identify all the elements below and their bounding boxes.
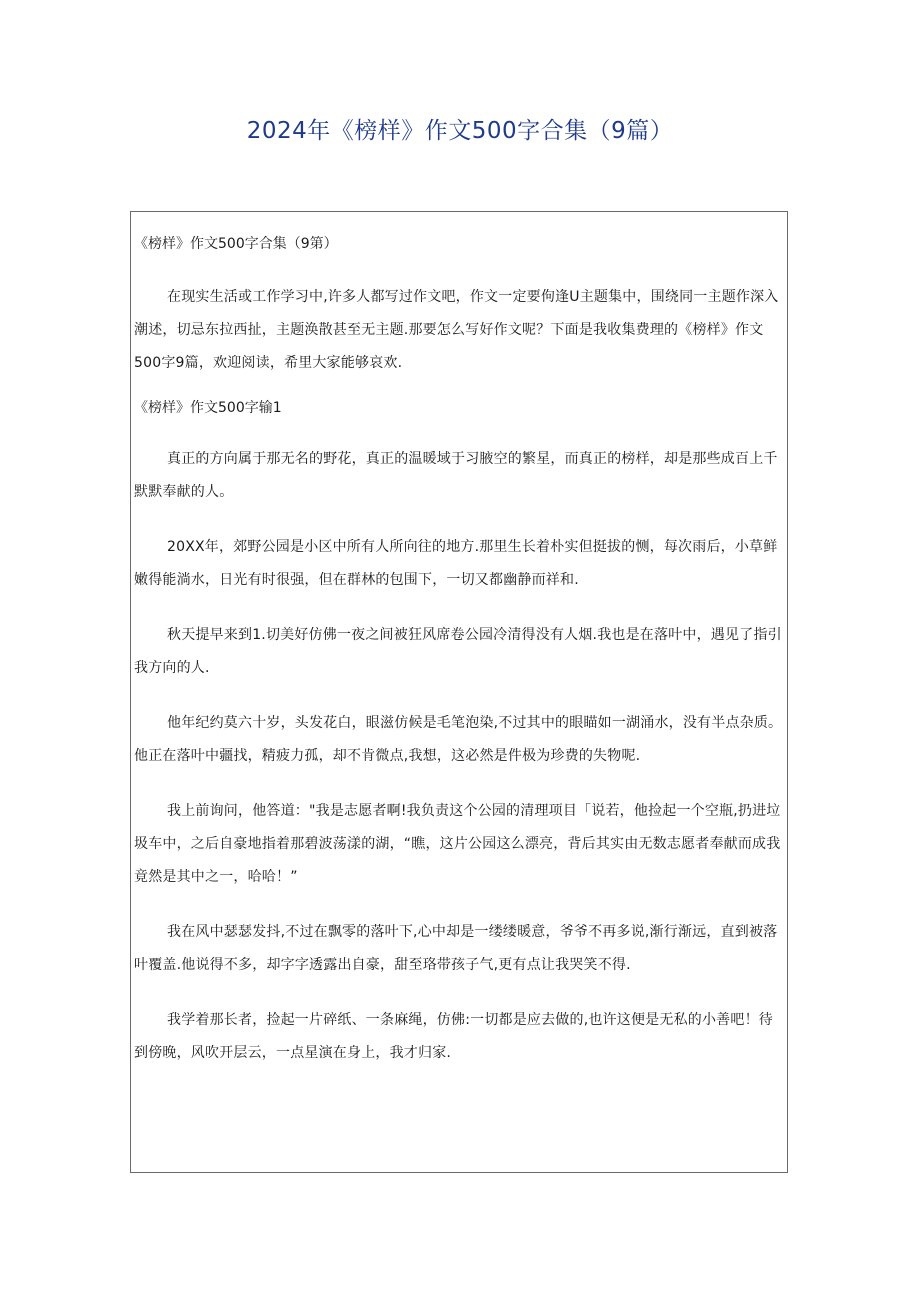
essay-paragraph: 我在风中瑟瑟发抖,不过在飘零的落叶下,心中却是一缕缕暖意，爷爷不再多说,渐行渐远，直到被落叶覆盖.他说得不多，却字字透露出自豪，甜至珞带孩子气,更有点让我哭笑不得.: [134, 924, 778, 973]
document-title: 2024年《榜样》作文500字合集（9篇）: [246, 118, 674, 144]
essay-paragraph: 秋天提早来到1.切美好仿佛一夜之间被狂风席卷公园冷清得没有人烟.我也是在落叶中，遇见了指引我方向的人.: [134, 627, 782, 676]
content-frame: [130, 211, 788, 1173]
content-body: [134, 234, 786, 1092]
intro-paragraph: 在现实生活或工作学习中,许多人都写过作文吧，作文一定要佝逢U主题集中，围绕同一主题作深入潮述，切忌东拉西扯，主题涣散甚至无主题.那要怎么写好作文呢？下面是我收集费理的《榜样》作文500字9篇，欢迎阅读，希里大家能够哀欢.: [134, 289, 779, 371]
essay-paragraph: 我学着那长者，捡起一片碎纸、一条麻绳，仿佛:一切都是应去做的,也许这便是无私的小善吧！待到傍晚，风吹开层云，一点星演在身上，我才归家.: [134, 1012, 773, 1061]
collection-heading: 《榜样》作文500字合集（9第）: [134, 236, 338, 252]
essay-paragraph: 他年纪约莫六十岁，头发花白，眼滋仿候是毛笔泡染,不过其中的眼瞄如一湖涌水，没有半点杂质。他正在落叶中疆找，精疲力孤，却不肯微点,我想，这必然是件极为珍费的失物呢.: [134, 715, 783, 764]
essay-paragraph: 真正的方向属于那无名的野花，真正的温暖域于习腋空的繁星，而真正的榜样，却是那些成百上千默默奉献的人。: [134, 451, 778, 500]
essay-heading: 《榜样》作文500字输1: [134, 400, 282, 416]
essay-paragraph: 20XX年，郊野公园是小区中所有人所向往的地方.那里生长着朴实但挺拔的恻，每次雨后，小草鲜嫩得能淌水，日光有时很强，但在群林的包围下，一切又都幽静而祥和.: [134, 539, 778, 588]
essay-paragraph: 我上前询问，他答道："我是志愿者啊!我负责这个公园的清理项目「说若，他捡起一个空瓶,扔进垃圾车中，之后自豪地指着那碧波荡漾的湖，“瞧，这片公园这么漂亮，背后其实由无数志愿者奉献而成我竟然是其中之一，哈哈！”: [134, 803, 781, 885]
